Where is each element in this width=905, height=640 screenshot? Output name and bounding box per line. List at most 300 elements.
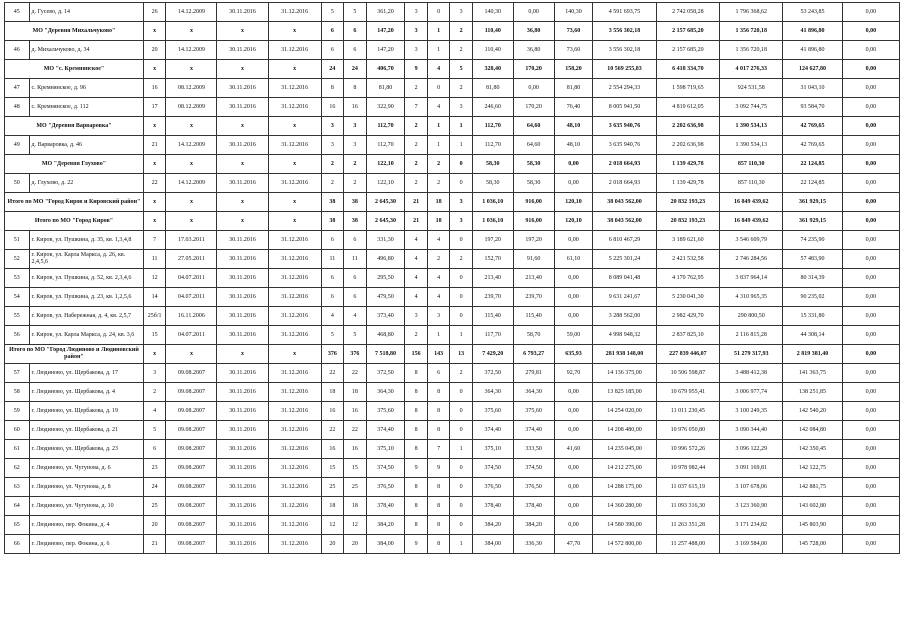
table-cell: 2 [427,250,449,269]
table-cell: 09.08.2007 [166,516,217,535]
table-cell: 8 089 041,48 [593,269,656,288]
table-cell: 246,60 [472,98,513,117]
subtotal-row [5,345,900,364]
table-cell: 374,50 [513,459,554,478]
municipality-name-cell: Итого по МО "Город Киров и Кировский район" [5,193,144,212]
municipality-name-cell: МО "Деревня Глухово" [5,155,144,174]
table-cell: 8 [427,478,449,497]
table-row [5,79,900,98]
table-cell: 145 803,90 [783,516,842,535]
table-cell: 14.12.2009 [166,3,217,22]
table-cell: 115,40 [513,307,554,326]
table-cell: 378,40 [513,497,554,516]
table-cell: 2 [321,155,343,174]
table-cell: 1 390 534,13 [720,136,783,155]
table-cell: 1 [450,535,472,554]
table-cell: 6 [321,22,343,41]
table-cell: 0,00 [842,326,899,345]
table-cell: 120,10 [554,212,593,231]
table-cell: 2 [427,174,449,193]
table-cell: 374,50 [472,459,513,478]
table-cell: 142 350,45 [783,440,842,459]
table-cell: 31.12.2016 [268,516,321,535]
table-cell: х [166,22,217,41]
table-cell: 20 [344,535,366,554]
table-cell: 80 314,39 [783,269,842,288]
table-row [5,41,900,60]
table-cell: 1 036,10 [472,212,513,231]
table-cell: 3 [344,117,366,136]
table-cell: 361,20 [366,3,405,22]
table-cell: 6 [427,364,449,383]
table-cell: 04.07.2011 [166,269,217,288]
table-cell: 08.12.2009 [166,79,217,98]
table-cell: 4 [405,231,427,250]
table-cell: 38 [321,212,343,231]
table-cell: 290 800,50 [720,307,783,326]
table-cell: 1 796 368,62 [720,3,783,22]
table-cell: 378,40 [366,497,405,516]
table-cell: 08.12.2009 [166,98,217,117]
table-cell: 281 938 148,00 [593,345,656,364]
table-cell: 17 [143,98,165,117]
table-cell: 9 [427,459,449,478]
table-cell: 16 [321,98,343,117]
table-cell: 25 [321,478,343,497]
table-cell: 0,00 [842,345,899,364]
table-cell: 30.11.2016 [217,326,268,345]
table-cell: 364,30 [472,383,513,402]
table-cell: 30.11.2016 [217,307,268,326]
table-cell: 384,20 [366,516,405,535]
table-cell: 23 [143,459,165,478]
table-cell: 0 [450,269,472,288]
table-cell: 2 645,30 [366,212,405,231]
table-cell: 6 810 467,29 [593,231,656,250]
table-cell: 0,00 [554,155,593,174]
table-cell: 21 [143,535,165,554]
table-cell: 361 929,15 [783,212,842,231]
table-cell: 3 [450,193,472,212]
table-cell: 152,70 [472,250,513,269]
table-cell: 31.12.2016 [268,3,321,22]
table-cell: 112,70 [472,136,513,155]
table-cell: 31.12.2016 [268,459,321,478]
table-cell: 25 [143,497,165,516]
table-cell: 31.12.2016 [268,41,321,60]
table-cell: 09.08.2007 [166,383,217,402]
table-cell: 20 [143,41,165,60]
table-cell: 14.12.2009 [166,41,217,60]
table-cell: 372,50 [366,364,405,383]
table-cell: 9 631 241,67 [593,288,656,307]
table-cell: 47 [5,79,30,98]
table-cell: г. Людиново, ул. Щербакова, д. 17 [29,364,143,383]
table-row [5,269,900,288]
table-cell: 3 837 964,14 [720,269,783,288]
table-row [5,364,900,383]
table-cell: 336,30 [513,535,554,554]
table-cell: 4 [427,231,449,250]
table-cell: 61 [5,440,30,459]
table-row [5,497,900,516]
table-cell: г. Людиново, пер. Фокина, д. 6 [29,535,143,554]
table-cell: 10 978 982,44 [656,459,719,478]
table-cell: 24 [143,478,165,497]
table-cell: 09.08.2007 [166,364,217,383]
table-cell: 14 208 480,00 [593,421,656,440]
table-cell: 3 189 621,60 [656,231,719,250]
table-cell: 4 [427,98,449,117]
table-cell: 6 [321,288,343,307]
table-cell: 31.12.2016 [268,402,321,421]
table-cell: 46 [5,41,30,60]
table-cell: 31.12.2016 [268,136,321,155]
table-cell: 0,00 [513,79,554,98]
table-cell: 1 [427,41,449,60]
table-cell: 0,00 [842,193,899,212]
table-cell: 3 [321,136,343,155]
table-cell: 857 110,30 [720,174,783,193]
table-cell: 10 996 572,26 [656,440,719,459]
table-cell: г. Людиново, ул. Чугунова, д. 10 [29,497,143,516]
table-cell: 64 [5,497,30,516]
table-cell: 1 036,10 [472,193,513,212]
table-cell: 73,60 [554,22,593,41]
table-cell: 18 [427,193,449,212]
table-cell: 0 [450,497,472,516]
table-cell: 52 [5,250,30,269]
table-cell: 31.12.2016 [268,231,321,250]
table-cell: 3 006 977,74 [720,383,783,402]
table-cell: 0,00 [842,440,899,459]
table-cell: 31.12.2016 [268,174,321,193]
table-cell: 2 [427,155,449,174]
table-cell: 6 [321,41,343,60]
table-cell: 44 308,14 [783,326,842,345]
subtotal-row [5,193,900,212]
table-cell: 2 [450,79,472,98]
table-cell: 8 [321,79,343,98]
table-cell: 112,70 [366,136,405,155]
table-cell: 140,30 [472,3,513,22]
table-cell: 11 037 615,19 [656,478,719,497]
table-cell: г. Людиново, ул. Чугунова, д. 8 [29,478,143,497]
table-cell: 92,70 [554,364,593,383]
table-cell: 0,00 [842,3,899,22]
table-cell: 41,60 [554,440,593,459]
table-cell: 1 139 429,78 [656,155,719,174]
table-cell: 1 [450,440,472,459]
table-cell: 7 [427,440,449,459]
table-cell: 30.11.2016 [217,269,268,288]
table-cell: 2 202 636,98 [656,117,719,136]
table-cell: 4 819 612,05 [656,98,719,117]
table-cell: 6 793,27 [513,345,554,364]
table-cell: 31.12.2016 [268,269,321,288]
table-cell: 15 [143,326,165,345]
table-cell: г. Людиново, ул. Щербакова, д. 21 [29,421,143,440]
table-cell: 2 [405,326,427,345]
table-cell: 0,00 [842,117,899,136]
table-cell: 21 [143,136,165,155]
table-cell: 8 [405,478,427,497]
table-cell: 406,70 [366,60,405,79]
table-cell: 14 235 045,00 [593,440,656,459]
table-cell: 916,00 [513,212,554,231]
table-cell: 62 [5,459,30,478]
table-cell: 0,00 [842,288,899,307]
table-row [5,459,900,478]
table-row [5,3,900,22]
table-cell: 1 [427,117,449,136]
table-cell: 0,00 [842,155,899,174]
table-cell: 0,00 [842,364,899,383]
table-cell: х [217,212,268,231]
table-cell: 8 [427,535,449,554]
table-cell: 91,60 [513,250,554,269]
table-cell: 4 [344,307,366,326]
table-cell: 31.12.2016 [268,421,321,440]
table-cell: 279,81 [513,364,554,383]
table-cell: 48,10 [554,136,593,155]
table-cell: 0,00 [842,231,899,250]
table-cell: х [143,193,165,212]
table-cell: г. Людиново, ул. Щербакова, д. 19 [29,402,143,421]
table-cell: 18 [321,497,343,516]
table-cell: 73,60 [554,41,593,60]
table-cell: 20 832 193,23 [656,212,719,231]
table-cell: 0,00 [554,383,593,402]
table-cell: 5 225 301,24 [593,250,656,269]
table-cell: 239,70 [513,288,554,307]
table-cell: 16.11.2006 [166,307,217,326]
table-cell: 57 [5,364,30,383]
table-cell: 9 [405,535,427,554]
table-cell: 12 [143,269,165,288]
table-cell: 14.12.2009 [166,136,217,155]
table-cell: 22 [321,364,343,383]
table-cell: х [217,193,268,212]
table-cell: 30.11.2016 [217,3,268,22]
table-cell: 53 [5,269,30,288]
table-cell: х [143,212,165,231]
table-row [5,440,900,459]
table-cell: 3 [427,307,449,326]
table-cell: 1 [450,117,472,136]
table-cell: х [217,155,268,174]
table-cell: 31.12.2016 [268,497,321,516]
table-cell: 2 [405,79,427,98]
table-cell: 5 [344,326,366,345]
table-cell: 0,00 [554,516,593,535]
table-cell: 0 [450,155,472,174]
table-cell: 0,00 [554,231,593,250]
table-cell: г. Киров, ул. Набережная, д. 4, кв. 2,5,7 [29,307,143,326]
table-cell: 364,30 [513,383,554,402]
table-cell: 61,10 [554,250,593,269]
table-cell: 14 [143,288,165,307]
table-cell: 16 [344,440,366,459]
table-cell: г. Людиново, ул. Щербакова, д. 4 [29,383,143,402]
table-cell: 2 157 685,20 [656,41,719,60]
table-cell: 4 [405,269,427,288]
table-cell: 1 356 720,18 [720,41,783,60]
table-cell: 7 [405,98,427,117]
table-cell: 3 [405,307,427,326]
table-cell: 376,50 [513,478,554,497]
table-cell: д. Михальчуково, д. 34 [29,41,143,60]
table-cell: 3 [450,3,472,22]
table-cell: 9 [405,60,427,79]
table-cell: 170,20 [513,98,554,117]
table-cell: х [143,117,165,136]
table-cell: 76,40 [554,98,593,117]
table-cell: 16 [143,79,165,98]
table-cell: 10 976 050,80 [656,421,719,440]
table-cell: 31.12.2016 [268,326,321,345]
table-cell: 30.11.2016 [217,136,268,155]
table-cell: 42 769,65 [783,117,842,136]
table-cell: 376,50 [472,478,513,497]
table-cell: 30.11.2016 [217,478,268,497]
table-cell: 322,90 [366,98,405,117]
table-cell: 328,40 [472,60,513,79]
table-cell: 147,20 [366,22,405,41]
table-cell: 0 [450,402,472,421]
table-cell: 3 169 584,00 [720,535,783,554]
table-cell: 0,00 [842,22,899,41]
table-cell: 364,30 [366,383,405,402]
table-cell: 16 849 439,62 [720,193,783,212]
table-cell: 8 [405,421,427,440]
table-cell: 3 [405,41,427,60]
table-cell: 158,20 [554,60,593,79]
municipality-name-cell: МО "с. Кремнянское" [5,60,144,79]
table-cell: 26 [143,3,165,22]
table-cell: 4 998 948,32 [593,326,656,345]
table-cell: 59 [5,402,30,421]
table-cell: 376 [321,345,343,364]
table-cell: 375,60 [472,402,513,421]
table-cell: 156 [405,345,427,364]
table-cell: 0,00 [842,478,899,497]
table-cell: г. Киров, ул. Пушкина, д. 23, кв. 1,2,5,6 [29,288,143,307]
table-cell: 09.08.2007 [166,421,217,440]
table-cell: 0,00 [842,383,899,402]
table-cell: 0,00 [554,307,593,326]
table-cell: 376,50 [366,478,405,497]
table-cell: 3 [405,22,427,41]
table-cell: 2 [321,174,343,193]
table-cell: 6 [344,22,366,41]
table-row [5,326,900,345]
table-cell: 14 254 020,00 [593,402,656,421]
table-cell: 31.12.2016 [268,250,321,269]
table-cell: 3 556 302,18 [593,41,656,60]
table-cell: 9 [405,459,427,478]
table-cell: 0 [450,231,472,250]
table-cell: 21 [405,193,427,212]
table-cell: 30.11.2016 [217,516,268,535]
table-cell: 8 005 941,50 [593,98,656,117]
resettlement-program-table [4,2,900,554]
table-cell: 916,00 [513,193,554,212]
table-cell: 3 171 234,82 [720,516,783,535]
table-cell: 59,00 [554,326,593,345]
table-cell: 8 [405,383,427,402]
table-cell: 2 837 825,10 [656,326,719,345]
table-cell: 197,20 [472,231,513,250]
table-cell: 496,80 [366,250,405,269]
table-cell: 227 839 446,07 [656,345,719,364]
table-cell: х [268,155,321,174]
table-cell: 8 [427,497,449,516]
table-cell: 8 [427,516,449,535]
table-cell: 124 627,80 [783,60,842,79]
table-cell: х [268,212,321,231]
table-cell: 3 288 562,00 [593,307,656,326]
table-row [5,288,900,307]
table-cell: 09.08.2007 [166,402,217,421]
table-cell: 2 202 636,98 [656,136,719,155]
table-cell: 4 170 762,95 [656,269,719,288]
table-cell: 56 [5,326,30,345]
table-cell: 110,40 [472,41,513,60]
table-cell: 479,50 [366,288,405,307]
table-cell: 1 356 720,18 [720,22,783,41]
table-cell: 4 [405,288,427,307]
table-cell: 6 [321,231,343,250]
table-cell: 2 [450,364,472,383]
table-cell: 213,40 [513,269,554,288]
table-cell: 09.08.2007 [166,459,217,478]
table-cell: 4 [427,288,449,307]
table-cell: х [166,155,217,174]
subtotal-row [5,22,900,41]
table-cell: 38 [321,193,343,212]
table-cell: 0,00 [842,402,899,421]
table-cell: 2 [405,117,427,136]
table-cell: 14 288 175,00 [593,478,656,497]
table-cell: 20 [143,516,165,535]
table-cell: х [268,117,321,136]
table-cell: 0 [427,79,449,98]
table-cell: 58,70 [513,326,554,345]
table-cell: 20 [321,535,343,554]
table-row [5,307,900,326]
table-row [5,250,900,269]
table-cell: 0 [450,307,472,326]
table-cell: 25б/1 [143,307,165,326]
table-row [5,421,900,440]
table-cell: х [268,345,321,364]
table-cell: 1 [427,326,449,345]
table-cell: 3 546 609,79 [720,231,783,250]
table-cell: 2 018 664,93 [593,174,656,193]
table-cell: 0,00 [842,60,899,79]
table-cell: 30.11.2016 [217,288,268,307]
table-cell: 18 [344,383,366,402]
table-cell: 65 [5,516,30,535]
table-cell: 36,80 [513,41,554,60]
table-cell: 2 [405,174,427,193]
subtotal-row [5,155,900,174]
table-cell: 38 043 562,00 [593,193,656,212]
table-cell: 14 580 390,00 [593,516,656,535]
table-cell: 31.12.2016 [268,98,321,117]
table-cell: 384,00 [366,535,405,554]
